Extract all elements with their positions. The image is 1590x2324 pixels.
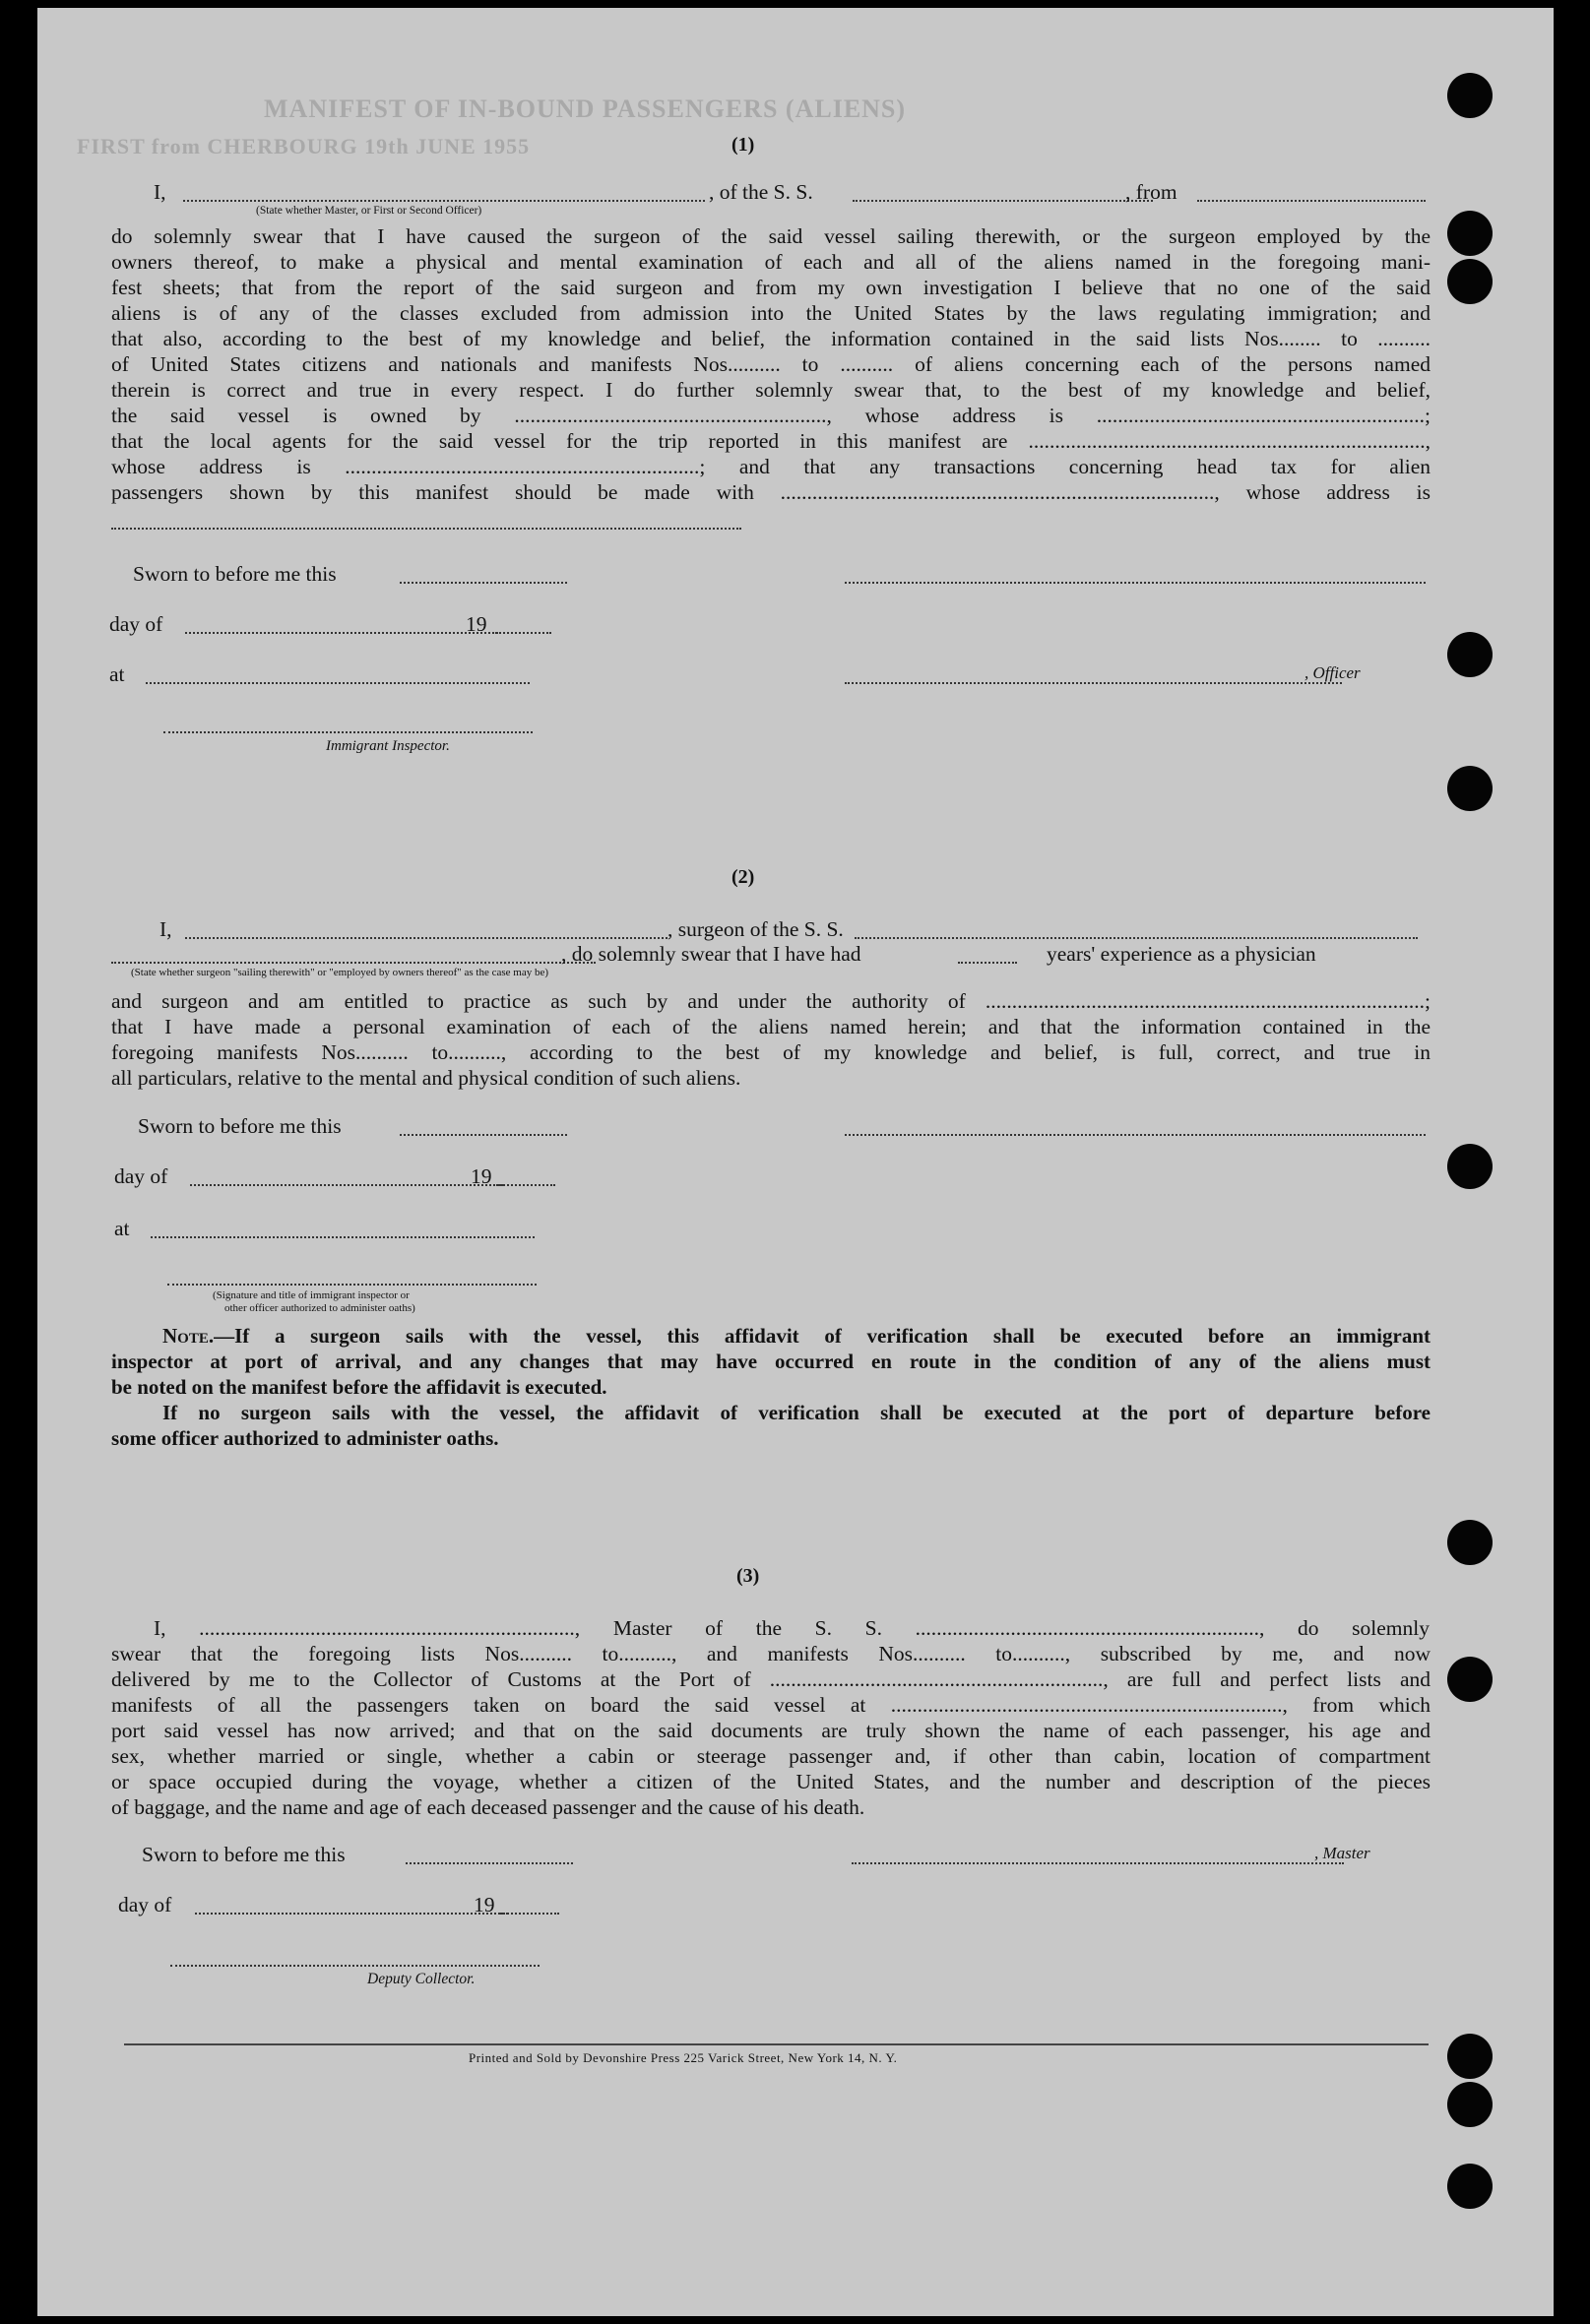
s3-master-signature-line[interactable] <box>852 1862 1344 1864</box>
s3-line: or space occupied during the voyage, whether a citizen of the United States, and the number and description of the pieces <box>111 1770 1431 1793</box>
s1-at-place-line[interactable] <box>146 682 530 684</box>
s3-line: manifests of all the passengers taken on board the said vessel at .........................................................................., from which <box>111 1693 1431 1717</box>
section-2-number: (2) <box>731 866 755 888</box>
punch-hole <box>1447 1144 1493 1189</box>
s1-address-line[interactable] <box>111 528 741 530</box>
note-line: be noted on the manifest before the affidavit is executed. <box>111 1375 607 1399</box>
s1-at-label: at <box>109 662 125 686</box>
s1-line: that also, according to the best of my knowledge and belief, the information contained in the said lists Nos........ to .......... <box>111 327 1431 350</box>
s1-inspector-signature-line[interactable] <box>163 731 533 733</box>
s3-day-of-label: day of <box>118 1893 172 1916</box>
s1-from-label: , from <box>1125 180 1177 204</box>
s1-line: passengers shown by this manifest should be made with .................................................................................., whose address is <box>111 480 1431 504</box>
s2-signature-note: other officer authorized to administer oaths) <box>224 1302 415 1314</box>
s3-line: delivered by me to the Collector of Customs at the Port of ..............................................................., are full and perfect lists and <box>111 1667 1431 1691</box>
s2-line: and surgeon and am entitled to practice as such by and under the authority of ...................................................................................; <box>111 989 1431 1013</box>
punch-hole <box>1447 1520 1493 1565</box>
printer-imprint: Printed and Sold by Devonshire Press 225 Varick Street, New York 14, N. Y. <box>469 2050 898 2065</box>
s2-vessel-name-line[interactable] <box>855 937 1418 939</box>
s1-sworn-day-line[interactable] <box>400 582 567 584</box>
s1-vessel-name-line[interactable] <box>853 200 1153 202</box>
s1-inspector-label: Immigrant Inspector. <box>326 738 450 754</box>
section-3-number: (3) <box>736 1565 760 1587</box>
s2-oath-paragraph <box>111 988 1431 1091</box>
note-line: —If a surgeon sails with the vessel, this affidavit of verification shall be executed before an immigrant <box>214 1324 1431 1348</box>
s1-line: aliens is of any of the classes excluded from admission into the United States by the laws regulating immigration; and <box>111 301 1431 325</box>
s1-line: do solemnly swear that I have caused the surgeon of the said vessel sailing therewith, or the surgeon employed by the <box>111 224 1431 248</box>
bleed-through-subtitle: FIRST from CHERBOURG 19th JUNE 1955 <box>77 134 531 158</box>
s1-officer-label: , Officer <box>1304 663 1361 682</box>
s1-officer-title-line[interactable] <box>845 682 1342 684</box>
s1-officer-signature-line[interactable] <box>845 582 1426 584</box>
section-1-number: (1) <box>731 134 755 156</box>
s3-year-label: 19 <box>474 1893 495 1916</box>
s2-line: all particulars, relative to the mental and physical condition of such aliens. <box>111 1066 741 1090</box>
punch-hole <box>1447 632 1493 677</box>
s2-year-label: 19 <box>471 1164 492 1188</box>
note-label: Note. <box>162 1324 215 1348</box>
s2-day-of-label: day of <box>114 1164 168 1188</box>
s1-month-line[interactable] <box>185 632 498 634</box>
punch-hole <box>1447 2082 1493 2127</box>
note-line: If no surgeon sails with the vessel, the affidavit of verification shall be executed at the port of departure before <box>162 1401 1431 1424</box>
s3-collector-signature-line[interactable] <box>170 1965 540 1967</box>
punch-hole <box>1447 73 1493 118</box>
s1-line: therein is correct and true in every respect. I do further solemnly swear that, to the best of my knowledge and belief, <box>111 378 1431 402</box>
punch-hole <box>1447 1657 1493 1702</box>
note-line: some officer authorized to administer oaths. <box>111 1426 499 1450</box>
s2-surgeon-status-line[interactable] <box>111 962 596 964</box>
s2-year-line[interactable] <box>496 1184 555 1186</box>
s2-at-place-line[interactable] <box>151 1236 535 1238</box>
s3-line: sex, whether married or single, whether a cabin or steerage passenger and, if other than cabin, location of compartment <box>111 1744 1431 1768</box>
s3-master-label: , Master <box>1314 1844 1370 1862</box>
s1-from-port-line[interactable] <box>1197 200 1426 202</box>
s2-line: foregoing manifests Nos.......... to.........., according to the best of my knowledge and belief, is full, correct, and true in <box>111 1040 1431 1064</box>
s2-signature-note: (Signature and title of immigrant inspector or <box>213 1289 410 1301</box>
s3-deputy-label: Deputy Collector. <box>367 1971 476 1987</box>
bleed-through-title: MANIFEST OF IN-BOUND PASSENGERS (ALIENS) <box>264 94 907 123</box>
s1-day-of-label: day of <box>109 612 163 636</box>
s1-i-label: I, <box>154 180 166 204</box>
s3-sworn-day-line[interactable] <box>406 1862 573 1864</box>
note-line: inspector at port of arrival, and any changes that may have occurred en route in the condition of any of the aliens must <box>111 1350 1431 1373</box>
s2-sworn-label: Sworn to before me this <box>138 1114 342 1138</box>
s2-at-label: at <box>114 1217 130 1240</box>
s2-inspector-signature-line[interactable] <box>167 1284 537 1286</box>
s2-years-label: years' experience as a physician <box>1047 942 1316 966</box>
s2-i-label: I, <box>159 917 172 941</box>
s2-swear-label: , do solemnly swear that I have had <box>561 942 861 966</box>
s3-year-line[interactable] <box>500 1913 559 1915</box>
s2-surgeon-signature-line[interactable] <box>845 1134 1426 1136</box>
s1-line: of United States citizens and nationals and manifests Nos.......... to .......... of aliens concerning each of the persons named <box>111 352 1431 376</box>
punch-hole <box>1447 259 1493 304</box>
s3-sworn-label: Sworn to before me this <box>142 1843 346 1866</box>
s1-officer-note: (State whether Master, or First or Second Officer) <box>256 205 482 217</box>
punch-hole <box>1447 2034 1493 2079</box>
affidavit-note <box>111 1323 1431 1451</box>
s1-of-ss-label: , of the S. S. <box>709 180 813 204</box>
s3-month-line[interactable] <box>195 1913 508 1915</box>
s1-line: fest sheets; that from the report of the said surgeon and from my own investigation I believe that no one of the said <box>111 276 1431 299</box>
s1-officer-name-line[interactable] <box>183 200 705 202</box>
s3-line: of baggage, and the name and age of each deceased passenger and the cause of his death. <box>111 1795 865 1819</box>
s3-oath-paragraph <box>111 1641 1431 1820</box>
s3-line: swear that the foregoing lists Nos.......... to.........., and manifests Nos.......... to.........., subscribed by me, and now <box>111 1642 1431 1665</box>
footer-rule <box>124 2043 1429 2045</box>
s2-surgeon-of-label: , surgeon of the S. S. <box>668 917 844 941</box>
s2-sworn-day-line[interactable] <box>400 1134 567 1136</box>
s2-surgeon-name-line[interactable] <box>185 937 668 939</box>
s2-line: that I have made a personal examination of each of the aliens named herein; and that the information contained in the <box>111 1015 1431 1038</box>
manifest-back-page <box>37 8 1554 2316</box>
punch-hole <box>1447 211 1493 256</box>
s2-month-line[interactable] <box>190 1184 503 1186</box>
s2-status-note: (State whether surgeon "sailing therewith" or "employed by owners thereof" as the case may be) <box>131 967 549 978</box>
punch-hole <box>1447 766 1493 811</box>
s1-sworn-label: Sworn to before me this <box>133 562 337 586</box>
s1-line: the said vessel is owned by ..........................................................., whose address is ..............................................................; <box>111 404 1431 427</box>
s3-line: port said vessel has now arrived; and that on the said documents are truly shown the name of each passenger, his age and <box>111 1719 1431 1742</box>
s1-line: whose address is ...................................................................; and that any transactions concerning head tax for alien <box>111 455 1431 478</box>
s1-line: that the local agents for the said vessel for the trip reported in this manifest are ..........................................................................., <box>111 429 1431 453</box>
s3-oath-first-line <box>154 1615 1430 1641</box>
punch-hole <box>1447 2164 1493 2209</box>
s1-oath-paragraph <box>111 223 1431 505</box>
s2-years-line[interactable] <box>958 962 1017 964</box>
s1-line: owners thereof, to make a physical and mental examination of each and all of the aliens named in the foregoing mani- <box>111 250 1431 274</box>
s3-line: I, ......................................................................., Master of the S. S. ................................................................., do solemnly <box>154 1616 1430 1640</box>
s1-year-line[interactable] <box>492 632 551 634</box>
s1-year-label: 19 <box>466 612 487 636</box>
